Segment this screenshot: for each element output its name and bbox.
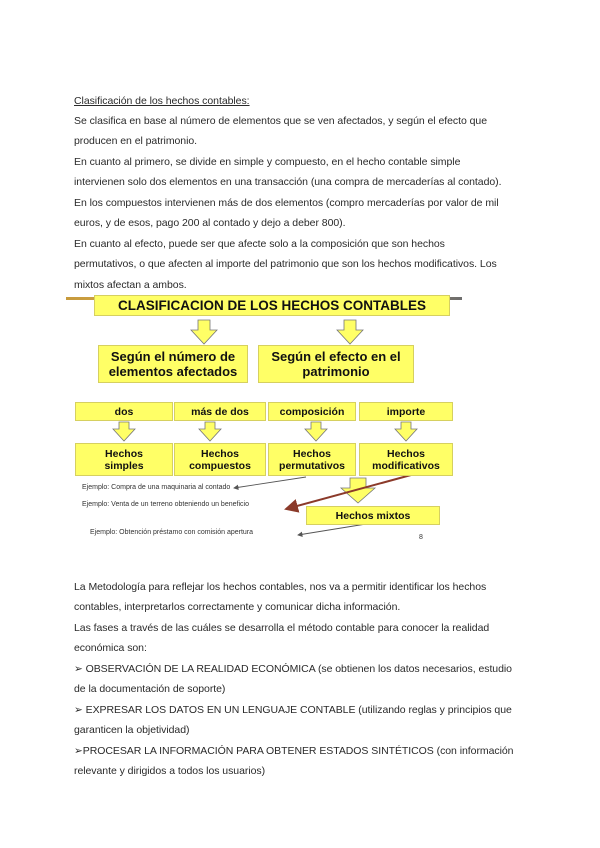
paragraph-line: mixtos afectan a ambos. bbox=[74, 279, 187, 291]
category-mas-de-dos bbox=[174, 402, 266, 421]
paragraph-line: En cuanto al efecto, puede ser que afecte solo a la composición que son hechos bbox=[74, 238, 445, 250]
category-label: más de dos bbox=[191, 405, 249, 418]
result-hechos-simples bbox=[75, 443, 173, 476]
branch-numero-elementos bbox=[98, 345, 248, 383]
example-pointer-venta bbox=[286, 475, 411, 509]
result-label-line: permutativos bbox=[279, 459, 345, 472]
block-arrow-right-top bbox=[337, 320, 363, 344]
result-hechos-mixtos bbox=[306, 506, 440, 525]
paragraph-line: En cuanto al primero, se divide en simple y compuesto, en el hecho contable simple bbox=[74, 156, 461, 168]
branch-label-line: elementos afectados bbox=[108, 364, 238, 379]
paragraph-line: económica son: bbox=[74, 642, 147, 654]
bullet-line: ➢PROCESAR LA INFORMACIÓN PARA OBTENER ESTADOS SINTÉTICOS (con información bbox=[74, 745, 514, 757]
branch-label-line: Según el efecto en el bbox=[271, 349, 401, 364]
block-arrow-left-top bbox=[191, 320, 217, 344]
paragraph-line: Se clasifica en base al número de elementos que se ven afectados, y según el efecto que bbox=[74, 115, 488, 127]
branch-efecto-patrimonio bbox=[258, 345, 414, 383]
paragraph-line: La Metodología para reflejar los hechos contables, nos va a permitir identificar los hechos bbox=[74, 581, 487, 593]
section-heading: Clasificación de los hechos contables: bbox=[74, 95, 250, 107]
paragraph-line: producen en el patrimonio. bbox=[74, 135, 198, 147]
block-arrow-dos bbox=[113, 422, 135, 441]
branch-label-line: patrimonio bbox=[302, 364, 370, 379]
paragraph-line: En los compuestos intervienen más de dos elementos (compro mercaderías por valor de mil bbox=[74, 197, 499, 209]
block-arrow-composicion bbox=[305, 422, 327, 441]
category-label: dos bbox=[114, 405, 134, 418]
paragraph-line: Las fases a través de las cuáles se desarrolla el método contable para conocer la realidad bbox=[74, 622, 490, 634]
result-label-line: compuestos bbox=[189, 459, 251, 472]
block-arrow-mixtos bbox=[341, 478, 375, 503]
result-hechos-permutativos bbox=[268, 443, 356, 476]
block-arrow-mas-de-dos bbox=[199, 422, 221, 441]
paragraph-line: de la documentación de soporte) bbox=[74, 683, 226, 695]
example-prestamo: Ejemplo: Obtención préstamo con comisión apertura bbox=[90, 529, 254, 536]
result-label-line: Hechos bbox=[293, 447, 331, 460]
paragraph-line: garanticen la objetividad) bbox=[74, 724, 190, 736]
block-arrow-importe bbox=[395, 422, 417, 441]
example-arrow-prestamo bbox=[298, 524, 366, 535]
example-venta: Ejemplo: Venta de un terreno obteniendo un beneficio bbox=[82, 501, 249, 508]
paragraph-line: euros, y de esos, pago 200 al contado y dejo a deber 800). bbox=[74, 217, 346, 229]
result-label-line: modificativos bbox=[372, 459, 440, 472]
bullet-line: ➢ EXPRESAR LOS DATOS EN UN LENGUAJE CONTABLE (utilizando reglas y principios que bbox=[74, 704, 512, 716]
category-composicion bbox=[268, 402, 356, 421]
category-importe bbox=[359, 402, 453, 421]
result-label-line: simples bbox=[104, 459, 144, 472]
result-label-line: Hechos bbox=[201, 447, 239, 460]
paragraph-line: intervienen solo dos elementos en una transacción (una compra de mercaderías al contado). bbox=[74, 176, 502, 188]
category-label: composición bbox=[279, 405, 345, 418]
result-label-line: Hechos bbox=[387, 447, 425, 460]
diagram-title-box bbox=[94, 295, 450, 316]
result-label-line: Hechos bbox=[105, 447, 143, 460]
classification-diagram bbox=[66, 295, 466, 545]
paragraph-line: permutativos, o que afecten al importe del patrimonio que son los hechos modificativos. Los bbox=[74, 258, 497, 270]
result-hechos-modificativos bbox=[359, 443, 453, 476]
slide-number: 8 bbox=[419, 534, 423, 541]
paragraph-line: contables, interpretarlos correctamente y comunicar dicha información. bbox=[74, 601, 401, 613]
diagram-title: CLASIFICACION DE LOS HECHOS CONTABLES bbox=[117, 298, 426, 313]
paragraph-line: relevante y dirigidos a todos los usuarios) bbox=[74, 765, 266, 777]
bullet-line: ➢ OBSERVACIÓN DE LA REALIDAD ECONÓMICA (se obtienen los datos necesarios, estudio bbox=[74, 663, 512, 675]
category-label: importe bbox=[386, 405, 426, 418]
example-compra: Ejemplo: Compra de una maquinaria al contado bbox=[82, 484, 231, 491]
branch-label-line: Según el número de bbox=[110, 349, 236, 364]
example-arrow-compra bbox=[234, 477, 306, 488]
result-hechos-compuestos bbox=[174, 443, 266, 476]
category-dos bbox=[75, 402, 173, 421]
mixed-label: Hechos mixtos bbox=[335, 509, 411, 522]
